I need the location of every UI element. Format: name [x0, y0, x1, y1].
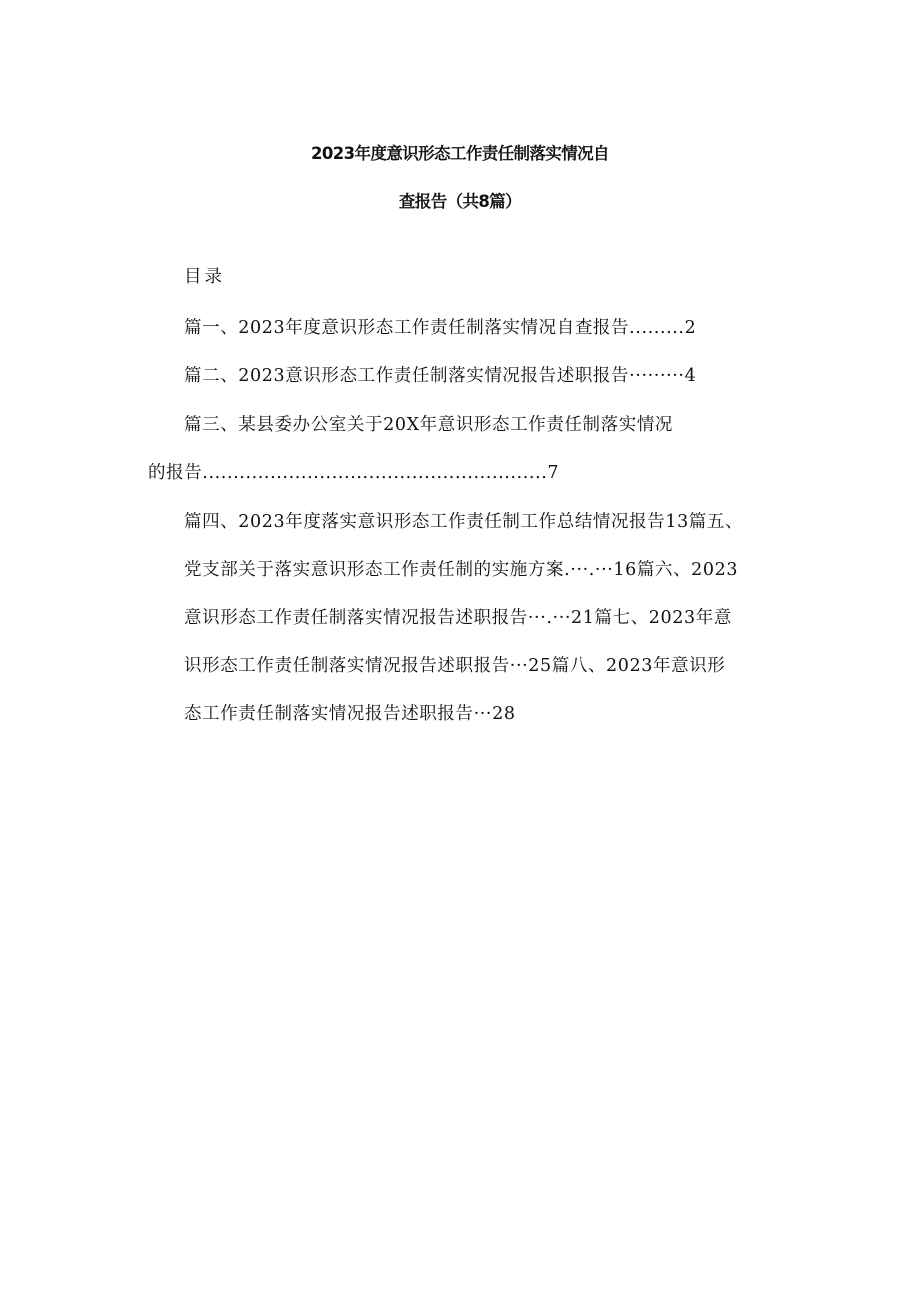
- toc-line-9: 态工作责任制落实情况报告述职报告···28: [184, 704, 516, 724]
- toc-line-2: 篇二、2023意识形态工作责任制落实情况报告述职报告·········4: [184, 366, 697, 386]
- document-title-line-2: 查报告（共8篇）: [398, 192, 522, 211]
- document-title-line-1: 2023年度意识形态工作责任制落实情况自: [311, 144, 609, 163]
- toc-line-4: 的报告........................................................7: [148, 463, 560, 483]
- toc-line-1: 篇一、2023年度意识形态工作责任制落实情况自查报告.........2: [184, 318, 697, 338]
- toc-line-3: 篇三、某县委办公室关于20X年意识形态工作责任制落实情况: [184, 415, 674, 435]
- toc-line-8: 识形态工作责任制落实情况报告述职报告···25篇八、2023年意识形: [184, 656, 726, 676]
- toc-line-7: 意识形态工作责任制落实情况报告述职报告···.···21篇七、2023年意: [184, 608, 732, 628]
- toc-heading: 目录: [184, 267, 225, 287]
- toc-line-5: 篇四、2023年度落实意识形态工作责任制工作总结情况报告13篇五、: [184, 512, 744, 532]
- toc-line-6: 党支部关于落实意识形态工作责任制的实施方案.···.···16篇六、2023: [184, 560, 739, 580]
